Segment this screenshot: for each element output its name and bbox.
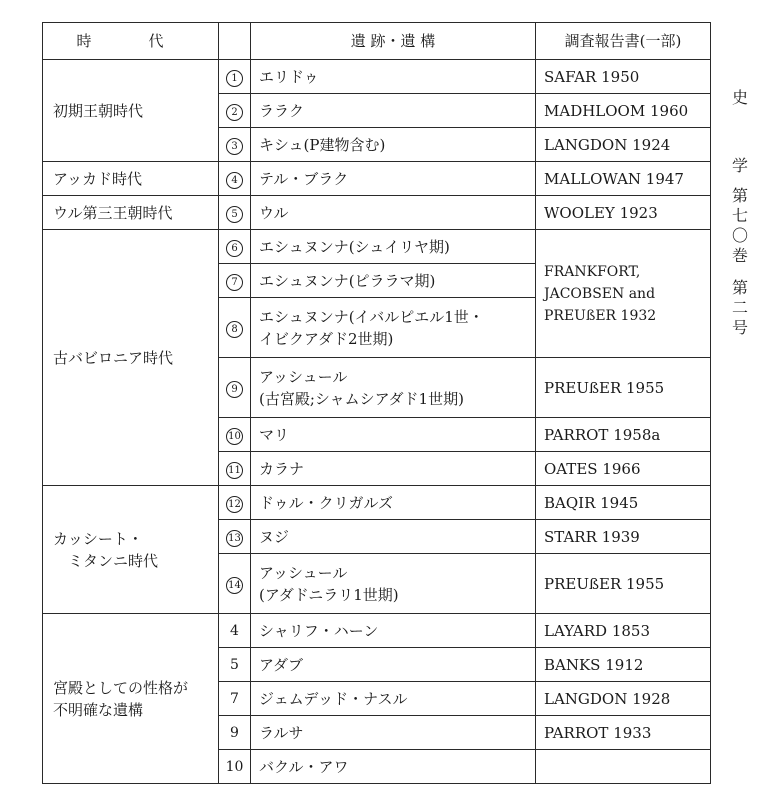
side-char: 第 (731, 278, 748, 297)
table-row (43, 614, 711, 648)
row-number: 7 (219, 682, 251, 716)
report-cell: WOOLEY 1923 (536, 196, 711, 230)
site-cell: カラナ (251, 452, 536, 486)
site-cell: アダブ (251, 648, 536, 682)
period-cell: ウル第三王朝時代 (43, 196, 219, 230)
report-cell: BAQIR 1945 (536, 486, 711, 520)
side-char: 七 (731, 206, 748, 225)
header-number (219, 23, 251, 60)
table-row (43, 196, 711, 230)
side-char: 学 (731, 156, 748, 175)
report-cell: PREUßER 1955 (536, 554, 711, 614)
header-site: 遺 跡・遺 構 (251, 23, 536, 60)
report-cell: PARROT 1933 (536, 716, 711, 750)
site-cell: ラルサ (251, 716, 536, 750)
report-cell: STARR 1939 (536, 520, 711, 554)
table-row (43, 60, 711, 94)
row-number: 6 (219, 230, 251, 264)
row-number: 4 (219, 614, 251, 648)
site-cell: ドゥル・クリガルズ (251, 486, 536, 520)
site-cell: シャリフ・ハーン (251, 614, 536, 648)
side-char: 巻 (731, 246, 748, 265)
header-report: 調査報告書(一部) (536, 23, 711, 60)
side-gap (730, 176, 750, 186)
row-number: 12 (219, 486, 251, 520)
period-cell: 初期王朝時代 (43, 60, 219, 162)
report-cell: MALLOWAN 1947 (536, 162, 711, 196)
row-number: 9 (219, 716, 251, 750)
row-number: 5 (219, 648, 251, 682)
side-char: 史 (731, 88, 748, 107)
header-period: 時 代 (43, 23, 219, 60)
side-char: 号 (731, 318, 748, 337)
period-cell: アッカド時代 (43, 162, 219, 196)
site-cell: アッシュール (アダドニラリ1世期) (251, 554, 536, 614)
site-cell: ウル (251, 196, 536, 230)
site-cell: エリドゥ (251, 60, 536, 94)
row-number: 5 (219, 196, 251, 230)
report-cell: OATES 1966 (536, 452, 711, 486)
period-cell: 宮殿としての性格が 不明確な遺構 (43, 614, 219, 784)
report-cell-merged: FRANKFORT, JACOBSEN and PREUßER 1932 (536, 230, 711, 358)
side-gap (730, 266, 750, 278)
side-char: 第 (731, 186, 748, 205)
table-row (43, 486, 711, 520)
period-cell: 古バビロニア時代 (43, 230, 219, 486)
report-cell: PREUßER 1955 (536, 358, 711, 418)
row-number: 3 (219, 128, 251, 162)
site-cell: エシュヌンナ(イバルピエル1世・ イビクアダド2世期) (251, 298, 536, 358)
report-cell (536, 750, 711, 784)
row-number: 1 (219, 60, 251, 94)
report-cell: MADHLOOM 1960 (536, 94, 711, 128)
site-cell: キシュ(P建物含む) (251, 128, 536, 162)
row-number: 9 (219, 358, 251, 418)
report-cell: BANKS 1912 (536, 648, 711, 682)
row-number: 10 (219, 750, 251, 784)
row-number: 4 (219, 162, 251, 196)
site-cell: アッシュール (古宮殿;シャムシアダド1世期) (251, 358, 536, 418)
site-cell: エシュヌンナ(ピララマ期) (251, 264, 536, 298)
side-char: 二 (731, 298, 748, 317)
side-char: 〇 (731, 226, 748, 245)
row-number: 11 (219, 452, 251, 486)
site-cell: ララク (251, 94, 536, 128)
table-row (43, 162, 711, 196)
header-row (43, 23, 711, 60)
site-cell: テル・ブラク (251, 162, 536, 196)
site-cell: マリ (251, 418, 536, 452)
site-cell: ヌジ (251, 520, 536, 554)
report-cell: PARROT 1958a (536, 418, 711, 452)
table-row (43, 230, 711, 264)
report-cell: LAYARD 1853 (536, 614, 711, 648)
row-number: 13 (219, 520, 251, 554)
period-cell: カッシート・ ミタンニ時代 (43, 486, 219, 614)
side-gap (730, 108, 750, 156)
row-number: 7 (219, 264, 251, 298)
report-cell: LANGDON 1928 (536, 682, 711, 716)
site-cell: ジェムデッド・ナスル (251, 682, 536, 716)
site-cell: バクル・アワ (251, 750, 536, 784)
journal-running-head (730, 88, 750, 338)
row-number: 14 (219, 554, 251, 614)
row-number: 10 (219, 418, 251, 452)
site-cell: エシュヌンナ(シュイリヤ期) (251, 230, 536, 264)
report-cell: SAFAR 1950 (536, 60, 711, 94)
row-number: 8 (219, 298, 251, 358)
palace-table (42, 22, 711, 784)
row-number: 2 (219, 94, 251, 128)
report-cell: LANGDON 1924 (536, 128, 711, 162)
